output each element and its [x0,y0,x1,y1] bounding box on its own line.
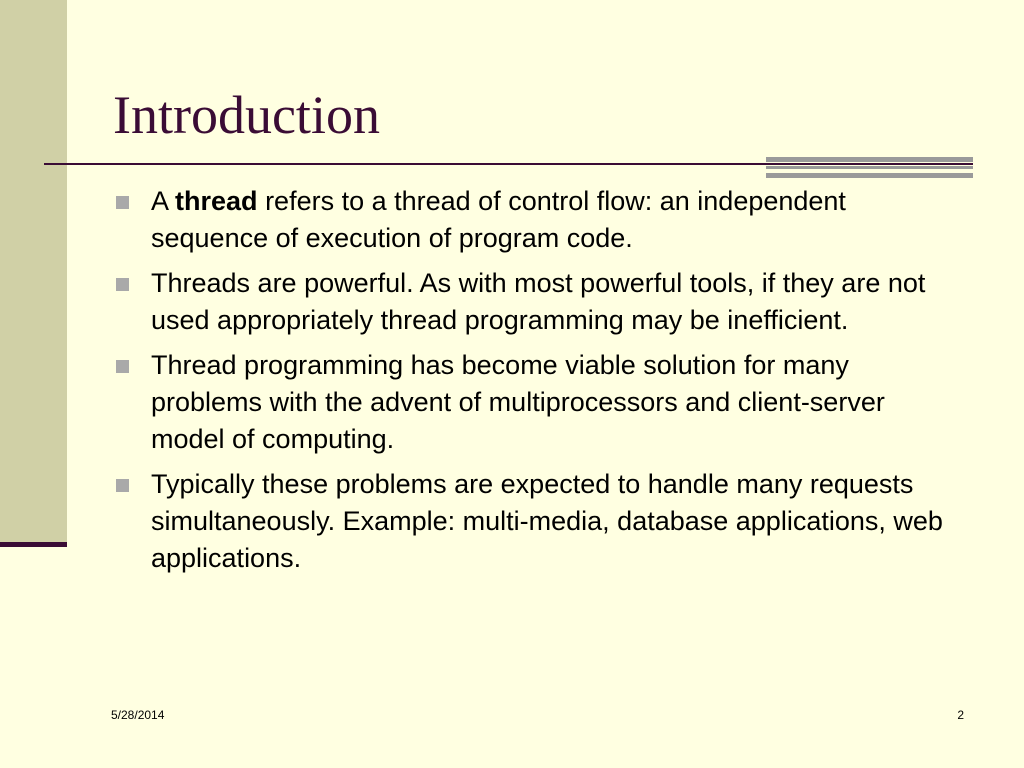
footer-date: 5/28/2014 [111,708,165,722]
accent-stripe [766,166,973,169]
left-decorative-band [0,0,67,546]
bullet-keyword: thread [175,186,258,216]
bullet-item [110,183,960,257]
square-bullet-icon [116,360,129,373]
accent-stripes [766,157,973,178]
bullet-item [110,347,960,458]
bullet-text-suffix: refers to a thread of control flow: an independent sequence of execution of program code. [151,186,846,253]
bullet-text-prefix: A [151,186,176,216]
bullet-text: Thread programming has become viable solution for many problems with the advent of multiprocessors and client-server model of computing. [151,350,885,454]
slide-number: 2 [957,708,964,722]
accent-stripe [766,173,973,178]
square-bullet-icon [116,196,129,209]
bullet-text: Typically these problems are expected to handle many requests simultaneously. Example: multi-media, database applications, web applications. [151,469,943,573]
square-bullet-icon [116,479,129,492]
bullet-item [110,466,960,577]
bullet-list [110,183,960,585]
slide-title: Introduction [113,85,380,145]
accent-stripe [766,157,973,162]
square-bullet-icon [116,278,129,291]
left-band-rule [0,542,67,547]
bullet-text: Threads are powerful. As with most powerful tools, if they are not used appropriately thread programming may be inefficient. [151,268,926,335]
bullet-item [110,265,960,339]
